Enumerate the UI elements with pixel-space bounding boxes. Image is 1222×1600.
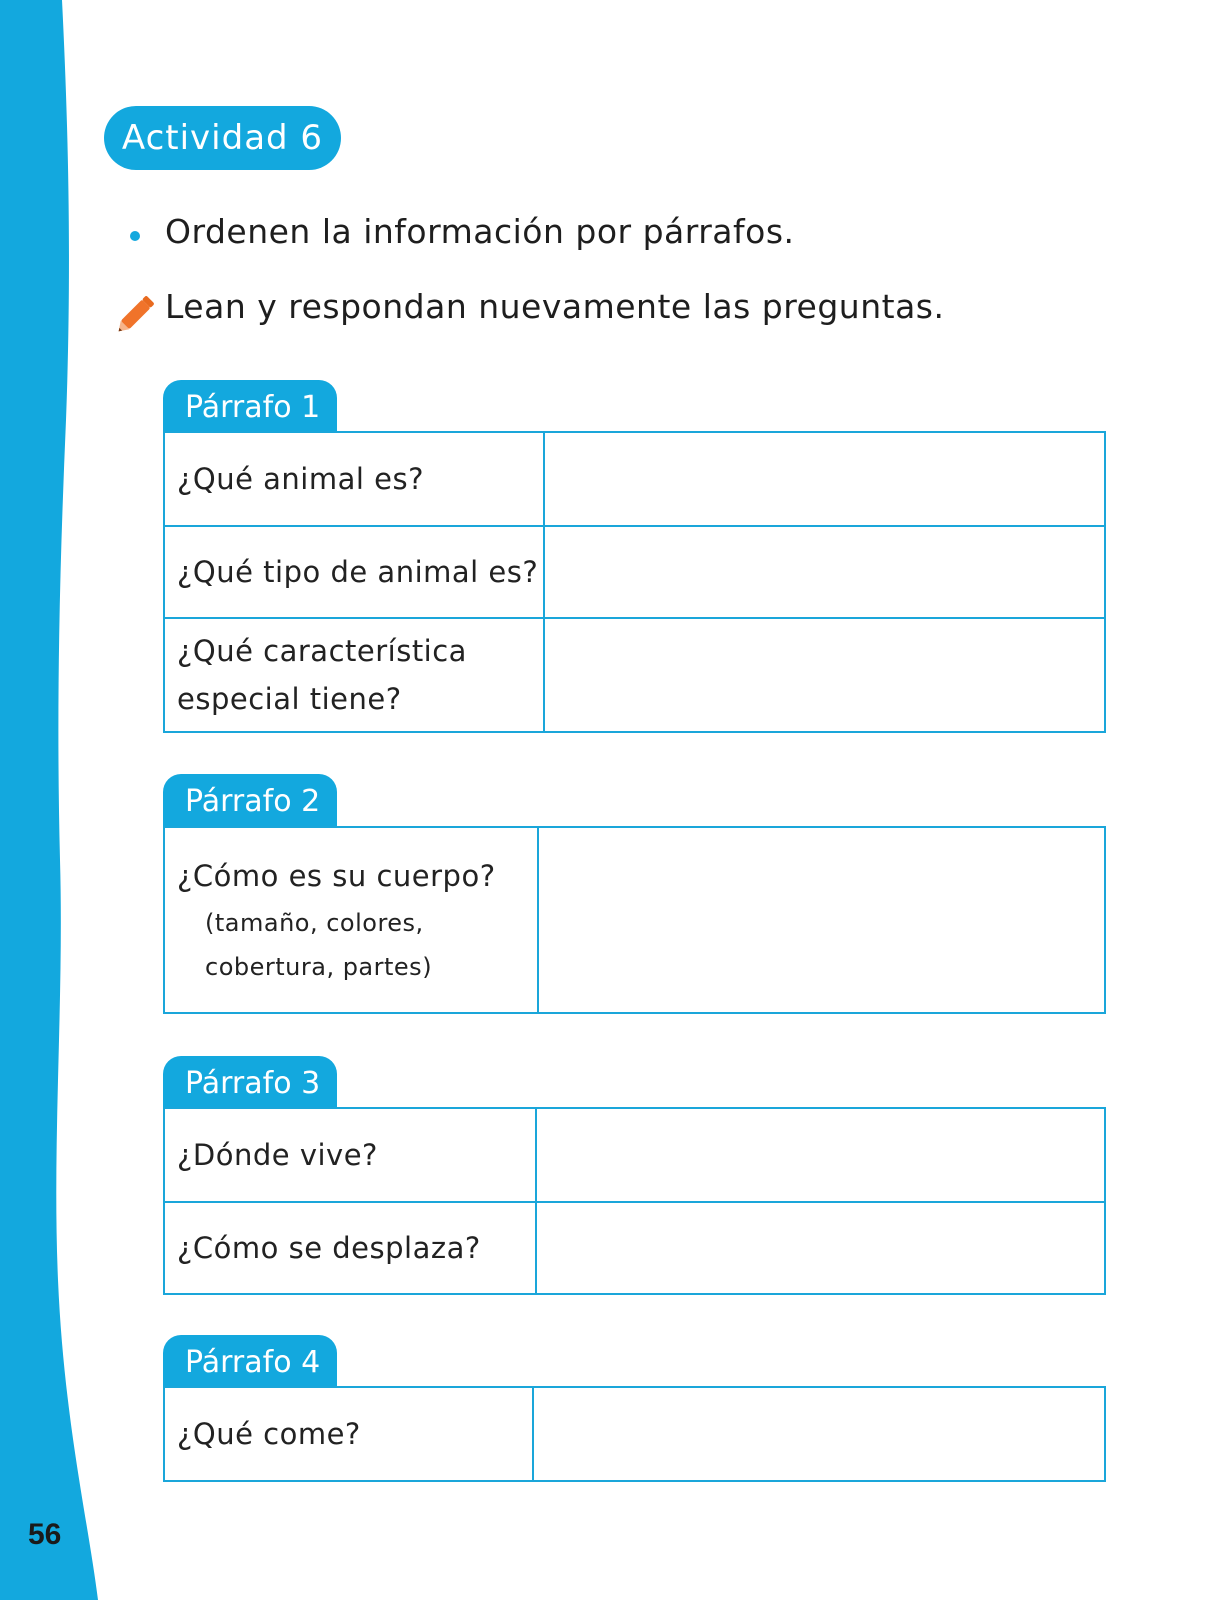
table-row [165, 433, 1104, 525]
pencil-icon [114, 290, 160, 336]
table-row [165, 1109, 1104, 1201]
question-hint: (tamaño, colores, [205, 909, 424, 937]
question-text: ¿Qué come? [177, 1417, 361, 1451]
question-text: ¿Dónde vive? [177, 1138, 378, 1172]
answer-field[interactable] [537, 1109, 1104, 1201]
section-tab: Párrafo 3 [163, 1056, 337, 1108]
question-table [163, 431, 1106, 733]
answer-field[interactable] [545, 619, 1104, 731]
table-row [165, 617, 1104, 731]
question-label [165, 433, 545, 525]
section-tab: Párrafo 4 [163, 1335, 337, 1387]
question-text: ¿Qué tipo de animal es? [177, 555, 539, 589]
section-tab: Párrafo 1 [163, 380, 337, 432]
question-text-line2: especial tiene? [177, 682, 402, 716]
question-label [165, 1203, 537, 1293]
question-label [165, 527, 545, 617]
answer-field[interactable] [534, 1388, 1104, 1480]
question-table [163, 1386, 1106, 1482]
instruction-1: Ordenen la información por párrafos. [165, 212, 795, 251]
question-text: ¿Cómo es su cuerpo? [177, 859, 496, 893]
question-text: ¿Qué característica [177, 634, 467, 668]
bullet-icon [130, 231, 140, 241]
side-band [0, 0, 110, 1600]
question-table [163, 826, 1106, 1014]
table-row [165, 1201, 1104, 1293]
page-number: 56 [28, 1518, 62, 1551]
section-tab: Párrafo 2 [163, 774, 337, 826]
table-row [165, 525, 1104, 617]
answer-field[interactable] [539, 828, 1104, 1012]
instruction-2: Lean y respondan nuevamente las preguntas. [165, 287, 945, 326]
activity-title: Actividad 6 [104, 106, 341, 170]
table-row [165, 828, 1104, 1012]
question-text: ¿Cómo se desplaza? [177, 1231, 481, 1265]
answer-field[interactable] [537, 1203, 1104, 1293]
question-hint-line2: cobertura, partes) [205, 953, 433, 981]
question-text: ¿Qué animal es? [177, 462, 425, 496]
answer-field[interactable] [545, 433, 1104, 525]
question-label [165, 619, 545, 731]
answer-field[interactable] [545, 527, 1104, 617]
table-row [165, 1388, 1104, 1480]
question-label [165, 1388, 534, 1480]
question-label [165, 1109, 537, 1201]
question-label [165, 828, 539, 1012]
question-table [163, 1107, 1106, 1295]
